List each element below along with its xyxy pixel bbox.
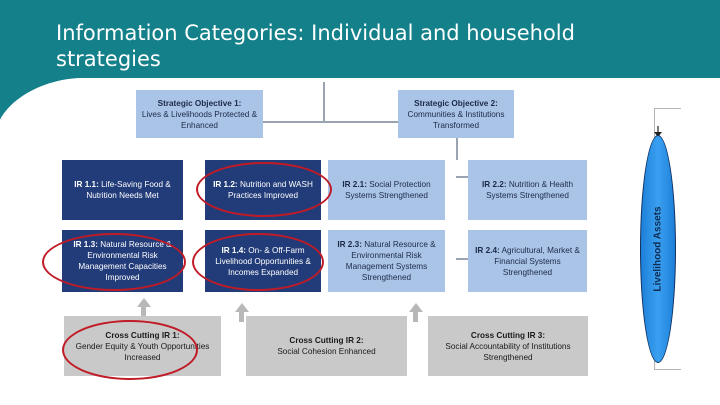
so1-text: Lives & Livelihoods Protected & Enhanced: [141, 109, 258, 130]
arrow-up-1-icon: [137, 298, 151, 307]
connector-so2-down: [456, 138, 458, 160]
ir-1-1-heading: IR 1.1:: [74, 180, 99, 189]
ir-1-1-box: [62, 160, 183, 220]
cc-ir-2-text: Social Cohesion Enhanced: [277, 347, 376, 356]
ir-2-3-box: [328, 230, 445, 292]
ir-1-3-text: Natural Resource & Environmental Risk Management Capacities Improved: [78, 240, 172, 282]
ir-1-4-heading: IR 1.4:: [221, 245, 247, 255]
cc-ir-2-heading: Cross Cutting IR 2:: [289, 336, 364, 345]
ir-1-4-text: On- & Off-Farm Livelihood Opportunities & Incomes Expanded: [215, 245, 311, 277]
arrow-up-2-icon: [235, 303, 249, 312]
livelihood-assets-label: Livelihood Assets: [652, 206, 664, 292]
ir-1-3-heading: IR 1.3:: [73, 240, 98, 249]
highlight-oval-ir-1-2: [196, 162, 332, 217]
ir-2-2-box: [468, 160, 587, 220]
cross-cutting-ir-2-box: [246, 316, 407, 376]
ir-2-4-text: Agricultural, Market & Financial Systems Strengthened: [494, 245, 580, 277]
ir-1-2-heading: IR 1.2:: [213, 180, 238, 189]
strategic-objective-2: [398, 90, 514, 138]
highlight-oval-cc-ir-1: [62, 320, 198, 380]
ir-1-1-text: Life-Saving Food & Nutrition Needs Met: [86, 180, 171, 200]
connector-ir2-row2: [456, 258, 468, 260]
cross-cutting-ir-3-box: [428, 316, 588, 376]
ir-2-2-heading: IR 2.2:: [481, 180, 507, 189]
connector-objectives: [263, 121, 398, 123]
arrow-up-1-stem: [141, 307, 146, 316]
cc-ir-1-text: Gender Equity & Youth Opportunities Increased: [75, 341, 210, 362]
highlight-oval-ir-1-3: [42, 233, 186, 291]
cc-ir-1-heading: Cross Cutting IR 1:: [105, 330, 180, 340]
ir-2-1-heading: IR 2.1:: [342, 180, 367, 189]
highlight-oval-ir-1-4: [192, 233, 324, 291]
ir-2-1-box: [328, 160, 445, 220]
so2-heading: Strategic Objective 2:: [414, 98, 498, 108]
ir-2-3-heading: IR 2.3:: [337, 240, 362, 249]
slide-title: Information Categories: Individual and household strategies: [56, 21, 575, 71]
ir-1-2-text: Nutrition and WASH Practices Improved: [227, 180, 313, 200]
arrow-up-2-stem: [239, 312, 244, 322]
arrow-up-3-icon: [409, 303, 423, 312]
connector-ir2-row: [456, 176, 468, 178]
so2-text: Communities & Institutions Transformed: [407, 109, 505, 130]
so1-heading: Strategic Objective 1:: [157, 98, 242, 108]
ir-2-4-box: [468, 230, 587, 292]
ir-2-2-text: Nutrition & Health Systems Strengthened: [486, 180, 574, 200]
ir-2-4-heading: IR 2.4:: [475, 245, 500, 255]
strategic-objective-1: [136, 90, 263, 138]
arrow-up-3-stem: [413, 312, 418, 322]
cc-ir-3-heading: Cross Cutting IR 3:: [470, 330, 546, 340]
connector-top: [323, 82, 325, 122]
ir-2-1-text: Social Protection Systems Strengthened: [345, 180, 431, 200]
cc-ir-3-text: Social Accountability of Institutions Strengthened: [445, 341, 571, 362]
ir-2-3-text: Natural Resource & Environmental Risk Management Systems Strengthened: [345, 240, 436, 282]
